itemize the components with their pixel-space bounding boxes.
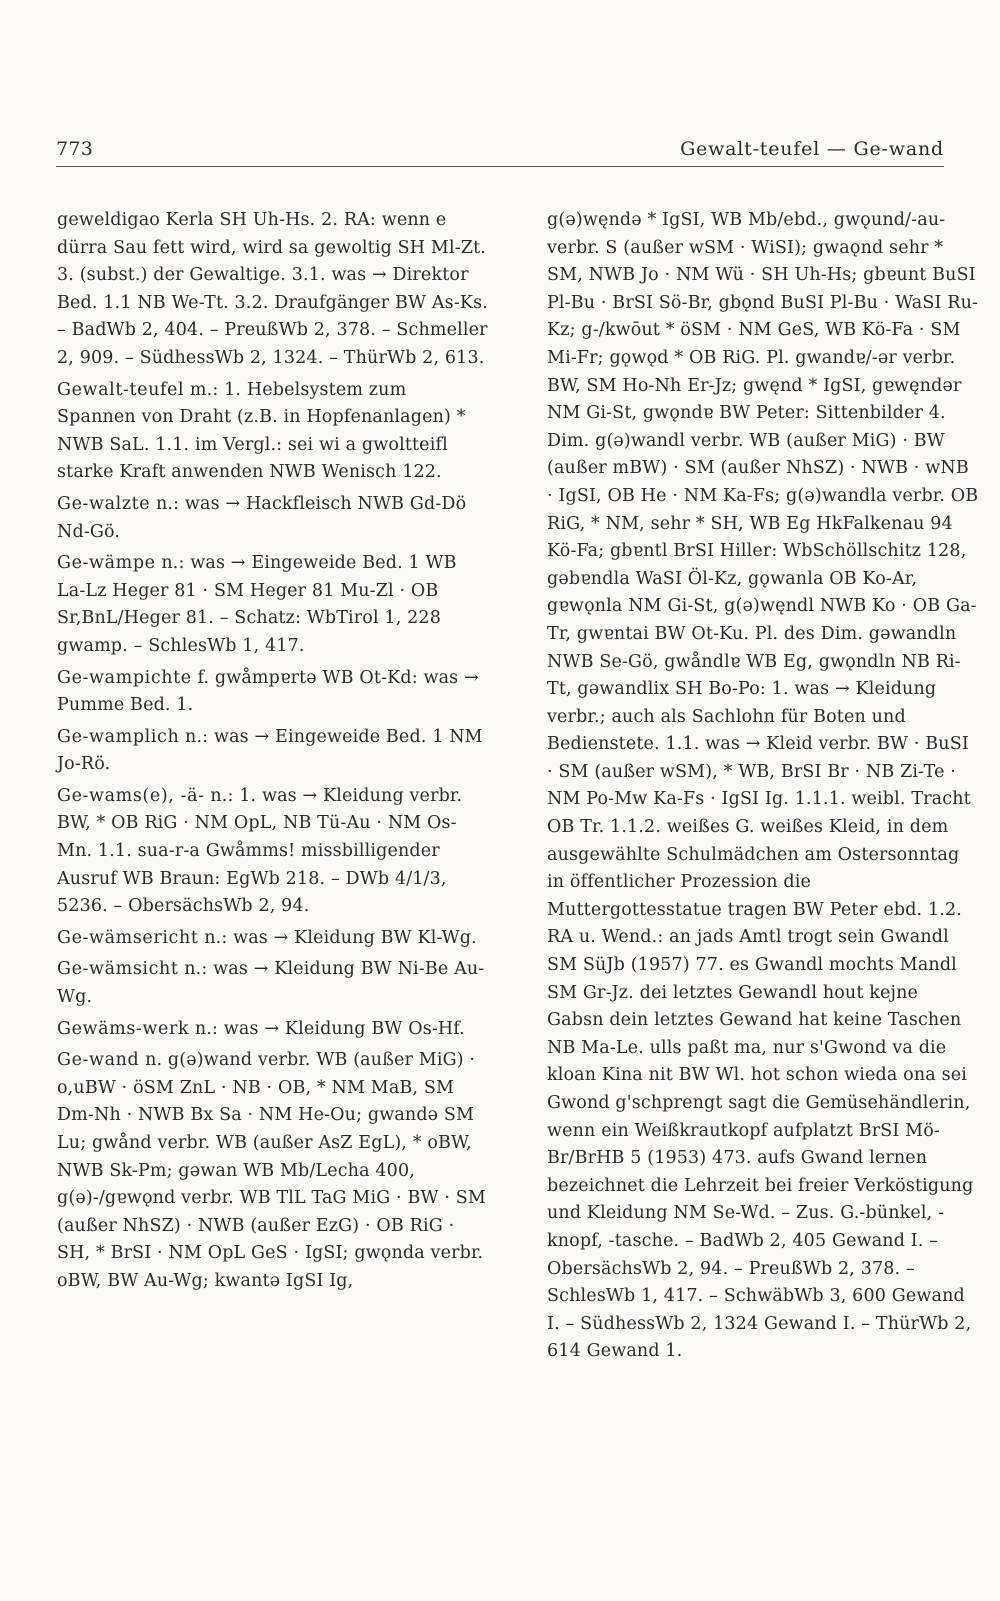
- running-head: Gewalt-teufel — Ge-wand: [680, 138, 944, 160]
- dictionary-entry: [57, 665, 489, 720]
- entry-text: n.: was → Kleidung BW Ni-Be Au-Wg.: [57, 959, 485, 1008]
- right-column: [547, 207, 979, 1370]
- entry-lemma: Ge-wampichte: [57, 667, 192, 688]
- dictionary-entry: [57, 1016, 489, 1044]
- left-column: [57, 207, 489, 1300]
- entry-lemma: Gewäms-werk: [57, 1018, 190, 1039]
- dictionary-entry: [57, 724, 489, 779]
- entry-lemma: Ge-wämpe: [57, 553, 156, 574]
- entry-text: n. g(ə)wand verbr. WB (außer MiG) · o,uBW · öSM ZnL · NB · OB, * NM MaB, SM Dm-Nh · NWB Bx Sa · NM He-Ou; gwandə SM Lu; gwånd verbr. WB (außer AsZ EgL), * oBW, NWB Sk-Pm; gəwan WB Mb/Lecha 400, g(ə)-/gɐwǫnd verbr. WB TlL TaG MiG · BW · SM (außer NhSZ) · NWB (außer EzG) · OB RiG · SH, * BrSI · NM OpL GeS · IgSI; gwǫnda verbr. oBW, BW Au-Wg; kwantə IgSI Ig,: [57, 1050, 486, 1291]
- dictionary-entry: [57, 491, 489, 546]
- entry-text: m.: 1. Hebelsystem zum Spannen von Draht (z.B. in Hopfenanlagen) * NWB SaL. 1.1. im Vergl.: sei wi a gwoltteifl starke Kraft anwenden NWB Wenisch 122.: [57, 379, 466, 483]
- entry-lemma: Ge-walzte: [57, 493, 151, 514]
- dictionary-entry: [57, 783, 489, 921]
- page-number: 773: [56, 138, 94, 160]
- entry-lemma: Ge-wamplich: [57, 726, 180, 747]
- entry-lemma: Ge-wämsericht: [57, 927, 199, 948]
- entry-lemma: Ge-wämsicht: [57, 959, 179, 980]
- entry-text: n.: 1. was → Kleidung verbr. BW, * OB RiG · NM OpL, NB Tü-Au · NM Os-Mn. 1.1. sua-r-a Gwåmms! missbilligender Ausruf WB Braun: EgWb 218. – DWb 4/1/3, 5236. – ObersächsWb 2, 94.: [57, 785, 463, 917]
- dictionary-entry: [57, 550, 489, 660]
- dictionary-entry: [57, 956, 489, 1011]
- entry-text: f. gwåmpɐrtə WB Ot-Kd: was → Pumme Bed. 1.: [57, 667, 479, 716]
- continuation-paragraph: geweldigao Kerla SH Uh-Hs. 2. RA: wenn e dürra Sau fett wird, wird sa gewoltig SH Ml-Zt. 3. (subst.) der Gewaltige. 3.1. was → Direktor Bed. 1.1 NB We-Tt. 3.2. Draufgänger BW As-Ks. – BadWb 2, 404. – PreußWb 2, 378. – Schmeller 2, 909. – SüdhessWb 2, 1324. – ThürWb 2, 613.: [57, 210, 488, 368]
- entry-lemma: Ge-wand: [57, 1050, 140, 1071]
- page-header: [56, 136, 944, 167]
- entry-text: n.: was → Hackfleisch NWB Gd-Dö Nd-Gö.: [57, 493, 467, 542]
- entry-text: n.: was → Eingeweide Bed. 1 WB La-Lz Heger 81 · SM Heger 81 Mu-Zl · OB Sr,BnL/Heger 81. – Schatz: WbTirol 1, 228 gwamp. – SchlesWb 1, 417.: [57, 553, 457, 656]
- entry-lemma: Gewalt-teufel: [57, 379, 185, 400]
- entry-text: n.: was → Eingeweide Bed. 1 NM Jo-Rö.: [57, 726, 483, 775]
- entry-text: n.: was → Kleidung BW Os-Hf.: [194, 1018, 466, 1039]
- entry-lemma: Ge-wams(e), -ä-: [57, 785, 205, 806]
- entry-text: n.: was → Kleidung BW Kl-Wg.: [204, 927, 477, 948]
- continuation-paragraph: g(ə)węndə * IgSI, WB Mb/ebd., gwǫund/-au- verbr. S (außer wSM · WiSI); gwaǫnd sehr * SM, NWB Jo · NM Wü · SH Uh-Hs; gbɐunt BuSI Pl-Bu · BrSI Sö-Br, gbǫnd BuSI Pl-Bu · WaSI Ru-Kz; g-/kwōut * öSM · NM GeS, WB Kö-Fa · SM Mi-Fr; gǫwǫd * OB RiG. Pl. gwandɐ/-ər verbr. BW, SM Ho-Nh Er-Jz; gwęnd * IgSI, gɐwęndər NM Gi-St, gwǫndɐ BW Peter: Sittenbilder 4. Dim. g(ə)wandl verbr. WB (außer MiG) · BW (außer mBW) · SM (außer NhSZ) · NWB · wNB · IgSI, OB He · NM Ka-Fs; g(ə)wandla verbr. OB RiG, * NM, sehr * SH, WB Eg HkFalkenau 94 Kö-Fa; gbɐntl BrSI Hiller: WbSchöllschitz 128, gəbɐndla WaSI Öl-Kz, gǫwanla OB Ko-Ar, gɐwǫnla NM Gi-St, g(ə)węndl NWB Ko · OB Ga-Tr, gwɐntai BW Ot-Ku. Pl. des Dim. gəwandln NWB Se-Gö, gwåndlɐ WB Eg, gwǫndln NB Ri-Tt, gəwandlix SH Bo-Po: 1. was → Kleidung verbr.; auch als Sachlohn für Boten und Bedienstete. 1.1. was → Kleid verbr. BW · BuSI · SM (außer wSM), * WB, BrSI Br · NB Zi-Te · NM Po-Mw Ka-Fs · IgSI Ig. 1.1.1. weibl. Tracht OB Tr. 1.1.2. weißes G. weißes Kleid, in dem ausgewählte Schulmädchen am Ostersonntag in öffentlicher Prozession die Muttergottesstatue tragen BW Peter ebd. 1.2. RA u. Wend.: an jads Amtl trogt sein Gwandl SM SüJb (1957) 77. es Gwandl mochts Mandl SM Gr-Jz. dei letztes Gewandl hout kejne Gabsn dein letztes Gewand hat keine Taschen NB Ma-Le. ulls paßt ma, nur s'Gwond va die kloan Kina nit BW Wl. hot schon wieda ona sei Gwond g'schprengt sagt die Gemüsehändlerin, wenn ein Weißkrautkopf aufplatzt BrSI Mö-Br/BrHB 5 (1953) 473. aufs Gwand lernen bezeichnet die Lehrzeit bei freier Verköstigung und Kleidung NM Se-Wd. – Zus. G.-bünkel, -knopf, -tasche. – BadWb 2, 405 Gewand I. – ObersächsWb 2, 94. – PreußWb 2, 378. – SchlesWb 1, 417. – SchwäbWb 3, 600 Gewand I. – SüdhessWb 2, 1324 Gewand I. – ThürWb 2, 614 Gewand 1.: [547, 210, 979, 1362]
- dictionary-entry: [57, 925, 489, 953]
- dictionary-entry: [57, 377, 489, 487]
- dictionary-entry: [57, 1047, 489, 1295]
